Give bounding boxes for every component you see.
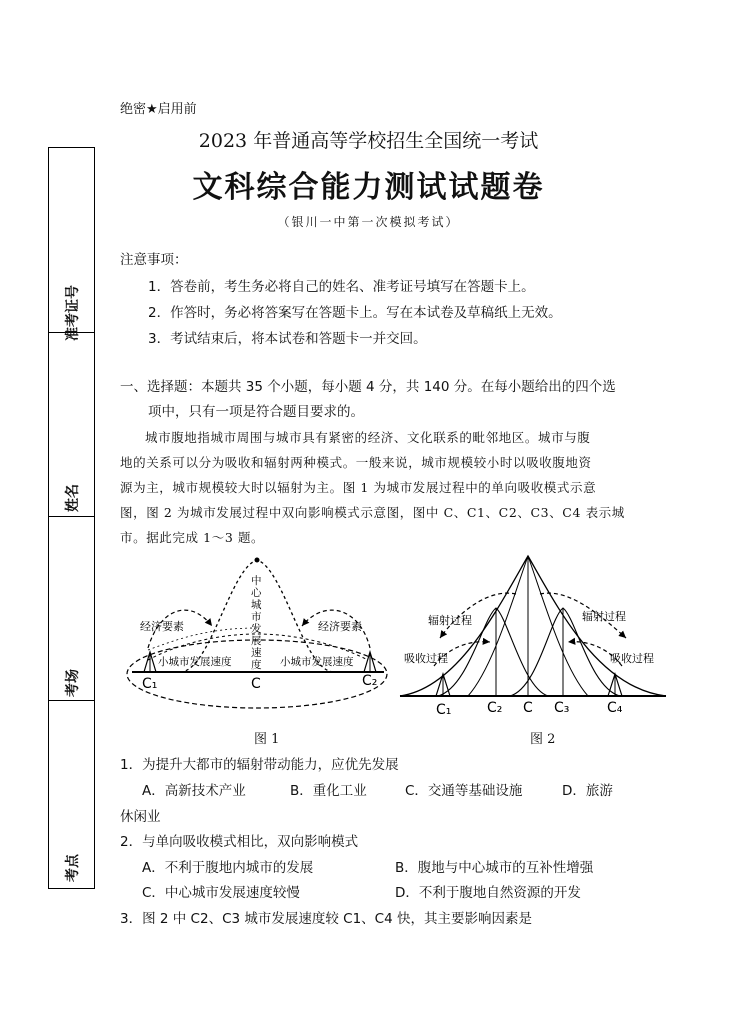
section-instruction: 一、选择题：本题共 35 个小题，每小题 4 分，共 140 分。在每小题给出的四个选 <box>120 379 616 395</box>
city-label-c: C <box>251 676 261 692</box>
city-label-c3: C₃ <box>554 700 570 716</box>
q1-option-d: D．旅游 <box>562 783 613 799</box>
q2-option-d: D．不利于腹地自然资源的开发 <box>395 885 581 901</box>
question-2-stem: 2．与单向吸收模式相比，双向影响模式 <box>120 834 359 850</box>
city-label-c1: C₁ <box>436 702 452 718</box>
city-label-c4: C₄ <box>607 700 623 716</box>
q1-option-b: B．重化工业 <box>290 783 367 799</box>
notice-item: 3．考试结束后，将本试卷和答题卡一并交回。 <box>148 331 427 347</box>
q2-option-b: B．腹地与中心城市的互补性增强 <box>395 860 594 876</box>
figure-1-caption: 图 1 <box>254 732 280 747</box>
notice-heading: 注意事项： <box>120 252 188 268</box>
notice-item: 1．答卷前，考生务必将自己的姓名、准考证号填写在答题卡上。 <box>148 279 535 295</box>
binding-sidebar <box>48 147 95 889</box>
sidebar-divider <box>49 516 94 517</box>
passage-line: 图，图 2 为城市发展过程中双向影响模式示意图，图中 C、C1、C2、C3、C4 表示城 <box>120 505 625 520</box>
radiate-label-left: 辐射过程 <box>428 614 472 627</box>
sidebar-label-exam-room: 考场 <box>64 669 81 697</box>
figure-2-caption: 图 2 <box>530 732 556 747</box>
q2-option-c: C．中心城市发展速度较慢 <box>142 885 300 901</box>
q1-option-d-continued: 休闲业 <box>120 809 161 825</box>
absorb-label-left: 吸收过程 <box>404 652 448 665</box>
econ-label-right: 经济要素 <box>318 620 362 633</box>
paper-title: 文科综合能力测试试题卷 <box>192 170 545 205</box>
q2-option-a: A．不利于腹地内城市的发展 <box>142 860 314 876</box>
question-3-stem: 3．图 2 中 C2、C3 城市发展速度较 C1、C4 快，其主要影响因素是 <box>120 911 532 927</box>
notice-item: 2．作答时，务必将答案写在答题卡上。写在本试卷及草稿纸上无效。 <box>148 305 562 321</box>
passage-line: 市。据此完成 1～3 题。 <box>120 530 265 545</box>
q1-option-c: C．交通等基础设施 <box>405 783 523 799</box>
city-label-c: C <box>523 700 533 716</box>
city-label-c1: C₁ <box>142 676 158 692</box>
sidebar-label-name: 姓名 <box>64 484 81 512</box>
passage-line: 地的关系可以分为吸收和辐射两种模式。一般来说，城市规模较小时以吸收腹地资 <box>120 455 592 470</box>
sidebar-divider <box>49 700 94 701</box>
exam-title: 2023 年普通高等学校招生全国统一考试 <box>198 130 539 152</box>
sidebar-label-admission-no: 准考证号 <box>64 285 81 341</box>
center-city-speed-label: 中心城市发展速度 <box>251 575 262 671</box>
city-label-c2: C₂ <box>362 673 378 689</box>
section-instruction: 项中，只有一项是符合题目要求的。 <box>148 404 364 420</box>
sidebar-label-exam-site: 考点 <box>64 854 81 882</box>
passage-line: 城市腹地指城市周围与城市具有紧密的经济、文化联系的毗邻地区。城市与腹 <box>145 430 591 445</box>
q1-option-a: A．高新技术产业 <box>142 783 246 799</box>
small-city-speed-left: 小城市发展速度 <box>158 656 232 668</box>
city-label-c2: C₂ <box>487 700 503 716</box>
figure-2-diagram <box>398 548 673 720</box>
econ-label-left: 经济要素 <box>140 620 184 633</box>
confidential-mark: 绝密★启用前 <box>120 102 197 117</box>
paper-subtitle: （银川一中第一次模拟考试） <box>277 215 460 229</box>
question-1-stem: 1．为提升大都市的辐射带动能力，应优先发展 <box>120 757 399 773</box>
passage-line: 源为主，城市规模较大时以辐射为主。图 1 为城市发展过程中的单向吸收模式示意 <box>120 480 597 495</box>
radiate-label-right: 辐射过程 <box>582 610 626 623</box>
figure-1-diagram <box>120 548 395 710</box>
small-city-speed-right: 小城市发展速度 <box>280 656 354 668</box>
absorb-label-right: 吸收过程 <box>610 652 654 665</box>
